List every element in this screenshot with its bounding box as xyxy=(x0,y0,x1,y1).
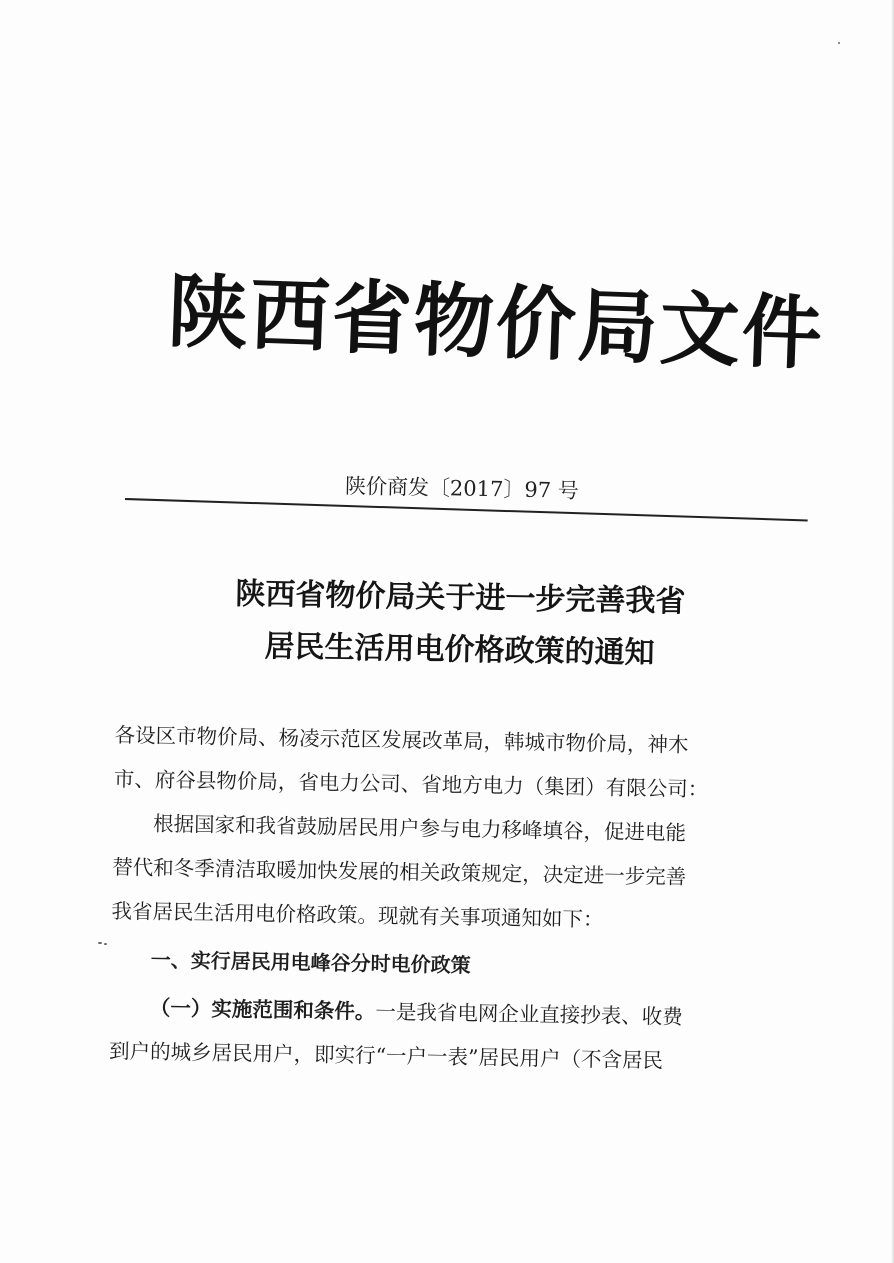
notice-title xyxy=(199,568,721,681)
notice-body xyxy=(109,713,805,1085)
intro-line-1: 根据国家和我省鼓励居民用户参与电力移峰填谷，促进电能 xyxy=(152,811,687,845)
recipients-line-1: 各设区市物价局、杨凌示范区发展改革局，韩城市物价局，神木 xyxy=(114,722,689,758)
subsection-1-label: （一）实施范围和条件。 xyxy=(149,995,376,1024)
notice-title-line-2: 居民生活用电价格政策的通知 xyxy=(264,629,655,671)
subsection-1-text: 一是我省电网企业直接抄表、收费 xyxy=(375,999,683,1029)
scan-speck xyxy=(838,42,840,44)
document-header-title: 陕西省物价局文件 xyxy=(166,265,826,381)
subsection-1-line-2: 到户的城乡居民用户，即实行“一户一表”居民用户（不含居民 xyxy=(108,1038,664,1073)
recipients-line-2: 市、府谷县物价局，省电力公司、省地方电力（集团）有限公司： xyxy=(113,766,709,802)
notice-title-line-1: 陕西省物价局关于进一步完善我省 xyxy=(235,576,686,620)
document-number: 陕价商发〔2017〕97 号 xyxy=(344,474,580,503)
section-heading-1: 一、实行居民用电峰谷分时电价政策 xyxy=(150,947,471,978)
scan-speck xyxy=(104,943,107,945)
intro-line-3: 我省居民生活用电价格政策。现就有关事项通知如下： xyxy=(111,898,604,932)
intro-line-2: 替代和冬季清洁取暖加快发展的相关政策规定，决定进一步完善 xyxy=(112,854,687,889)
scan-speck xyxy=(98,942,102,944)
